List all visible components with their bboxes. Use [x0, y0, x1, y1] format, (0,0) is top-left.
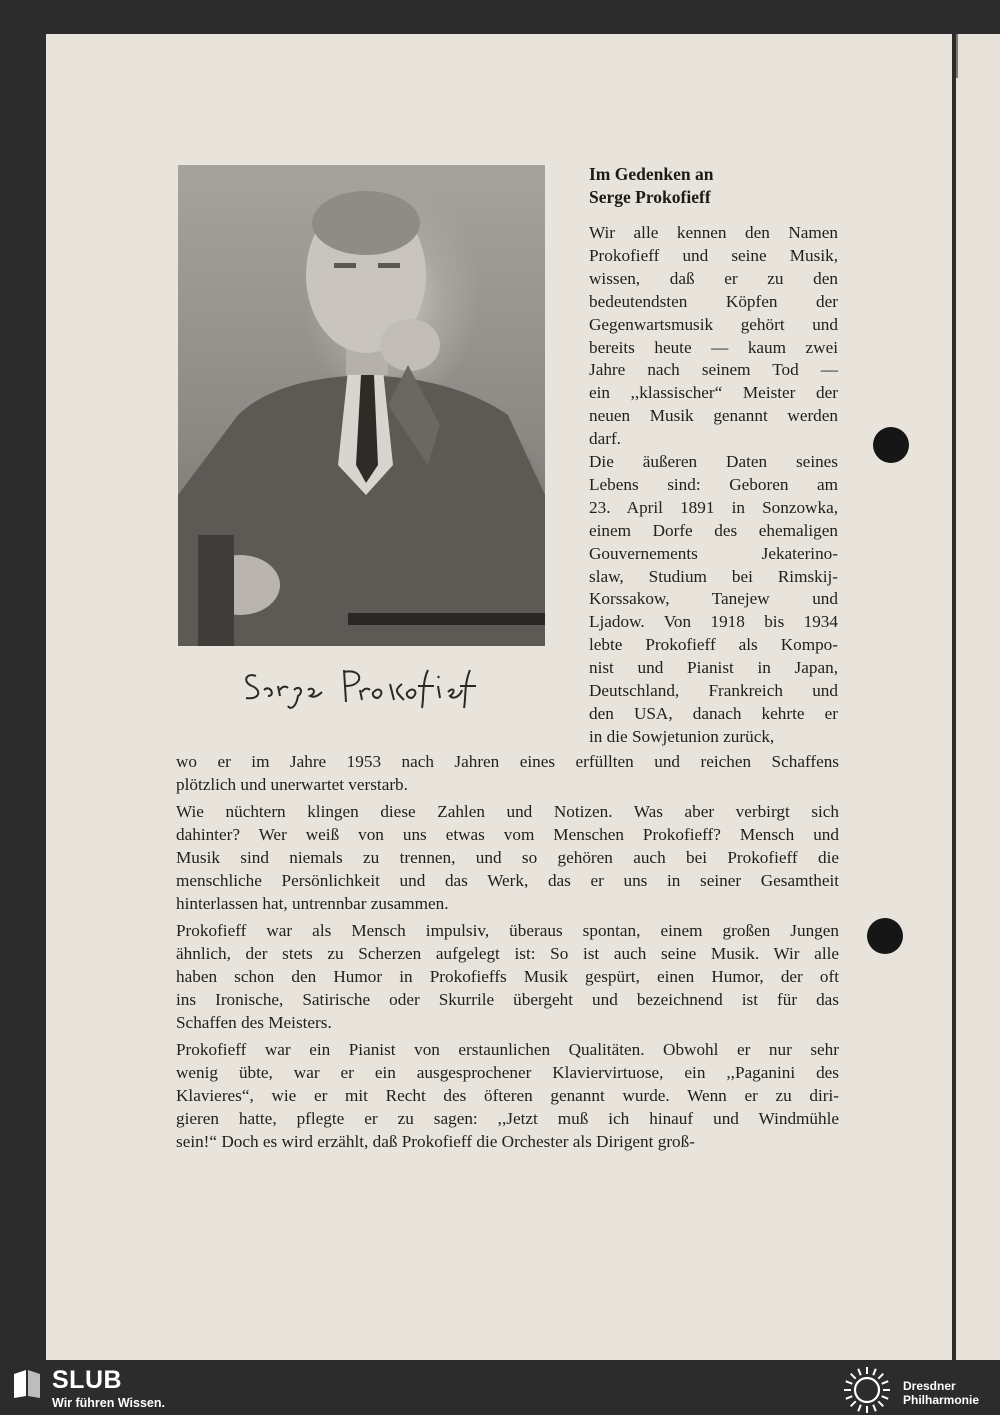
body-line: Musik sind niemals zu trennen, und so gehören auch bei Prokofieff die [176, 848, 839, 867]
column-line: Deutschland, Frankreich und [589, 681, 838, 700]
body-line: haben schon den Humor in Prokofieffs Musik gespürt, einen Humor, der oft [176, 967, 839, 986]
article-heading [589, 163, 849, 209]
partner-name-line-2: Philharmonie [903, 1393, 980, 1407]
punch-hole-lower [867, 918, 903, 954]
body-line: Prokofieff war als Mensch impulsiv, überaus spontan, einem großen Jungen [176, 921, 839, 940]
handwritten-signature [238, 662, 478, 714]
column-line: darf. [589, 429, 621, 449]
portrait-figure-icon [178, 165, 545, 646]
body-line: Klavieres“, wie er mit Recht des öfteren genannt wurde. Wenn er zu diri- [176, 1086, 839, 1105]
body-line: plötzlich und unerwartet verstarb. [176, 775, 408, 794]
slub-book-icon [12, 1368, 42, 1400]
body-line: wenig übte, war er ein ausgesprochener Klaviervirtuose, ein ,,Paganini des [176, 1063, 839, 1082]
footer-bar [0, 1360, 1000, 1414]
column-line: Korssakow, Tanejew und [589, 589, 838, 609]
column-line: neuen Musik genannt werden [589, 406, 838, 426]
portrait-photo [178, 165, 545, 646]
column-line: lebte Prokofieff als Kompo- [589, 635, 838, 655]
column-line: in die Sowjetunion zurück, [589, 726, 775, 746]
column-line: nist und Pianist in Japan, [589, 658, 838, 678]
column-line: slaw, Studium bei Rimskij- [589, 566, 838, 586]
body-line: Schaffen des Meisters. [176, 1013, 332, 1032]
column-line: Lebens sind: Geboren am [589, 474, 838, 494]
body-line: Wie nüchtern klingen diese Zahlen und Notizen. Was aber verbirgt sich [176, 802, 839, 821]
punch-hole-upper [873, 427, 909, 463]
column-line: Jahre nach seinem Tod — [589, 360, 838, 380]
column-line: einem Dorfe des ehemaligen [589, 520, 838, 540]
body-line: gieren hatte, pflegte er zu sagen: ,,Jetzt muß ich hinauf und Windmühle [176, 1109, 839, 1128]
column-line: Wir alle kennen den Namen [589, 223, 838, 242]
philharmonie-sunburst-icon [842, 1365, 892, 1415]
heading-line-1: Im Gedenken an [589, 164, 714, 184]
body-line: Prokofieff war ein Pianist von erstaunlichen Qualitäten. Obwohl er nur sehr [176, 1040, 839, 1059]
body-line: ins Ironische, Satirische oder Skurrile übergeht und bezeichnend ist für das [176, 990, 839, 1009]
column-line: Die äußeren Daten seines [589, 452, 838, 471]
partner-name-line-1: Dresdner [903, 1379, 956, 1393]
column-line: ein ,,klassischer“ Meister der [589, 383, 838, 403]
column-line: wissen, daß er zu den [589, 268, 838, 288]
column-line: den USA, danach kehrte er [589, 703, 838, 723]
column-line: bedeutendsten Köpfen der [589, 291, 838, 311]
body-line: sein!“ Doch es wird erzählt, daß Prokofieff die Orchester als Dirigent groß- [176, 1132, 695, 1151]
body-line: hinterlassen hat, untrennbar zusammen. [176, 894, 449, 913]
body-line: menschliche Persönlichkeit und das Werk, das er uns in seiner Gesamtheit [176, 871, 839, 890]
body-line: ähnlich, der stets zu Scherzen aufgelegt ist: So ist auch seine Musik. Wir alle [176, 944, 839, 963]
page-fold-edge [956, 34, 958, 78]
column-line: Ljadow. Von 1918 bis 1934 [589, 612, 838, 632]
column-line: bereits heute — kaum zwei [589, 337, 838, 357]
slub-logo-text: SLUB [52, 1366, 123, 1394]
heading-line-2: Serge Prokofieff [589, 187, 711, 207]
body-line: wo er im Jahre 1953 nach Jahren eines erfüllten und reichen Schaffens [176, 752, 839, 771]
column-line: Gegenwartsmusik gehört und [589, 314, 838, 334]
slub-tagline: Wir führen Wissen. [52, 1396, 165, 1410]
column-line: Prokofieff und seine Musik, [589, 245, 838, 265]
column-line: 23. April 1891 in Sonzowka, [589, 497, 838, 517]
column-line: Gouvernements Jekaterino- [589, 543, 838, 563]
next-page-edge [956, 34, 1000, 1360]
body-line: dahinter? Wer weiß von uns etwas vom Menschen Prokofieff? Mensch und [176, 825, 839, 844]
